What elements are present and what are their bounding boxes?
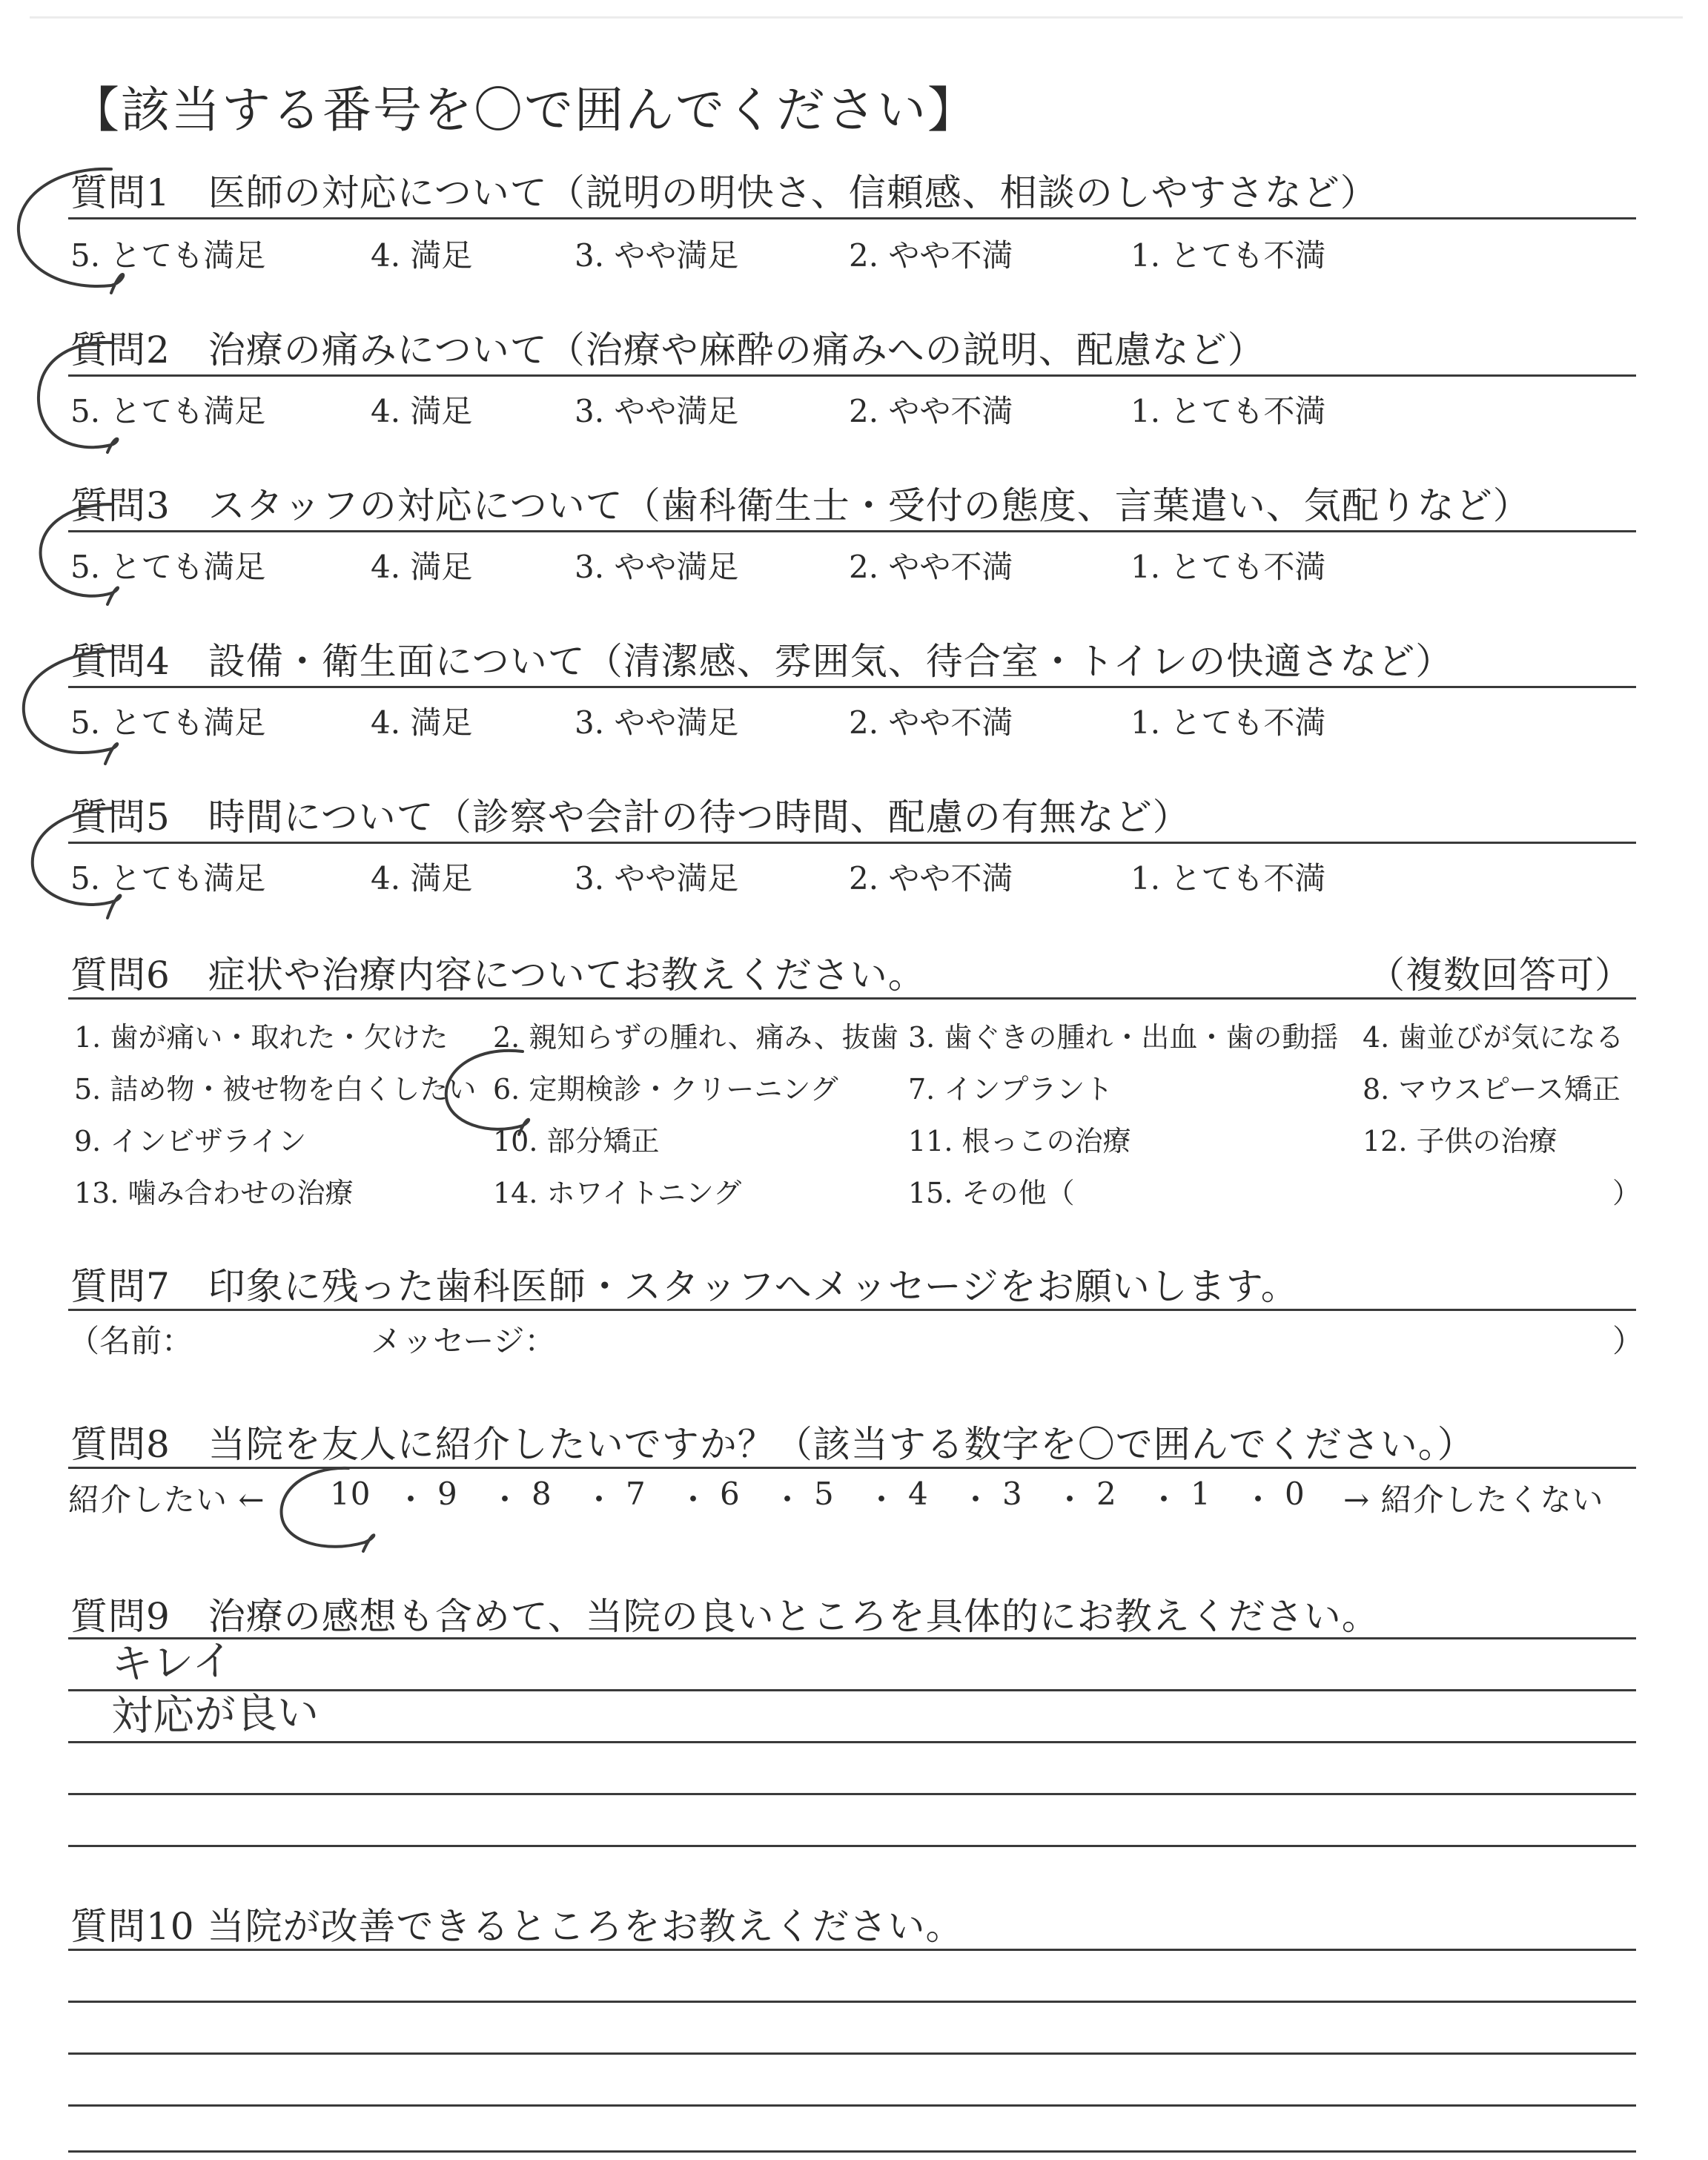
q3-option-5[interactable]: 5. とても満足 bbox=[70, 549, 266, 585]
q3-option-4[interactable]: 4. 満足 bbox=[371, 549, 473, 585]
q8-rule bbox=[68, 1467, 1636, 1469]
q8-right-label: → 紹介したくない bbox=[1343, 1482, 1604, 1518]
q8-separator: ・ bbox=[395, 1482, 428, 1518]
q2-option-5[interactable]: 5. とても満足 bbox=[70, 393, 266, 429]
q5-rule bbox=[68, 842, 1636, 844]
q8-scale-7[interactable]: 7 bbox=[626, 1476, 646, 1512]
q10-answer-line bbox=[68, 2150, 1636, 2153]
q4-option-3[interactable]: 3. やや満足 bbox=[575, 704, 739, 741]
q8-separator: ・ bbox=[489, 1482, 522, 1518]
q10-title: 質問10 当院が改善できるところをお教えください。 bbox=[70, 1905, 964, 1948]
q2-option-4[interactable]: 4. 満足 bbox=[371, 393, 473, 429]
q6-item-10[interactable]: 10. 部分矯正 bbox=[493, 1125, 660, 1157]
q7-title: 質問7 印象に残った歯科医師・スタッフへメッセージをお願いします。 bbox=[70, 1265, 1299, 1308]
q6-item-3[interactable]: 3. 歯ぐきの腫れ・出血・歯の動揺 bbox=[908, 1021, 1339, 1054]
q8-separator: ・ bbox=[1054, 1482, 1087, 1518]
q2-title: 質問2 治療の痛みについて（治療や麻酔の痛みへの説明、配慮など） bbox=[70, 328, 1265, 371]
q1-rule bbox=[68, 217, 1636, 219]
q9-handwritten-answer-2: 対応が良い bbox=[110, 1688, 320, 1741]
q9-answer-line bbox=[68, 1845, 1636, 1847]
q9-title: 質問9 治療の感想も含めて、当院の良いところを具体的にお教えください。 bbox=[70, 1595, 1380, 1638]
q7-close-paren: ） bbox=[1612, 1323, 1644, 1359]
q8-separator: ・ bbox=[960, 1482, 993, 1518]
page-top-edge bbox=[30, 16, 1683, 19]
q8-separator: ・ bbox=[1148, 1482, 1181, 1518]
q2-option-2[interactable]: 2. やや不満 bbox=[849, 393, 1013, 429]
q6-item-11[interactable]: 11. 根っこの治療 bbox=[908, 1125, 1131, 1157]
q5-option-5[interactable]: 5. とても満足 bbox=[70, 860, 266, 896]
q6-other-close-paren: ） bbox=[1612, 1177, 1641, 1209]
q6-item-4[interactable]: 4. 歯並びが気になる bbox=[1363, 1021, 1624, 1054]
q6-item-8[interactable]: 8. マウスピース矯正 bbox=[1363, 1073, 1621, 1106]
q1-option-4[interactable]: 4. 満足 bbox=[371, 237, 473, 274]
q9-answer-line bbox=[68, 1793, 1636, 1795]
q4-option-5[interactable]: 5. とても満足 bbox=[70, 704, 266, 741]
q10-answer-line bbox=[68, 2001, 1636, 2003]
q10-rule bbox=[68, 1949, 1636, 1951]
q8-separator: ・ bbox=[583, 1482, 616, 1518]
q4-option-4[interactable]: 4. 満足 bbox=[371, 704, 473, 741]
q9-answer-line bbox=[68, 1741, 1636, 1743]
q6-item-14[interactable]: 14. ホワイトニング bbox=[493, 1177, 742, 1209]
q1-option-5[interactable]: 5. とても満足 bbox=[70, 237, 266, 274]
q8-scale-9[interactable]: 9 bbox=[437, 1476, 458, 1512]
q8-separator: ・ bbox=[866, 1482, 898, 1518]
q6-multiple-answer-note: （複数回答可） bbox=[1368, 954, 1632, 997]
q6-item-6[interactable]: 6. 定期検診・クリーニング bbox=[493, 1073, 838, 1106]
q5-option-3[interactable]: 3. やや満足 bbox=[575, 860, 739, 896]
q6-rule bbox=[68, 997, 1636, 1000]
q8-left-label: 紹介したい ← bbox=[68, 1482, 265, 1518]
q1-title: 質問1 医師の対応について（説明の明快さ、信頼感、相談のしやすさなど） bbox=[70, 171, 1378, 214]
q3-option-1[interactable]: 1. とても不満 bbox=[1131, 549, 1326, 585]
q6-item-2[interactable]: 2. 親知らずの腫れ、痛み、抜歯 bbox=[493, 1021, 898, 1054]
q5-option-1[interactable]: 1. とても不満 bbox=[1131, 860, 1326, 896]
q8-separator: ・ bbox=[1242, 1482, 1275, 1518]
q4-option-1[interactable]: 1. とても不満 bbox=[1131, 704, 1326, 741]
q8-scale-0[interactable]: 0 bbox=[1285, 1476, 1305, 1512]
q1-option-1[interactable]: 1. とても不満 bbox=[1131, 237, 1326, 274]
q6-item-13[interactable]: 13. 噛み合わせの治療 bbox=[74, 1177, 354, 1209]
q5-option-2[interactable]: 2. やや不満 bbox=[849, 860, 1013, 896]
q8-separator: ・ bbox=[678, 1482, 710, 1518]
q7-rule bbox=[68, 1309, 1636, 1311]
q1-option-2[interactable]: 2. やや不満 bbox=[849, 237, 1013, 274]
q9-rule bbox=[68, 1637, 1636, 1639]
q10-answer-line bbox=[68, 2052, 1636, 2055]
q2-rule bbox=[68, 374, 1636, 377]
q3-title: 質問3 スタッフの対応について（歯科衛生士・受付の態度、言葉遣い、気配りなど） bbox=[70, 484, 1531, 527]
q6-item-12[interactable]: 12. 子供の治療 bbox=[1363, 1125, 1558, 1157]
q8-scale-8[interactable]: 8 bbox=[532, 1476, 552, 1512]
q5-option-4[interactable]: 4. 満足 bbox=[371, 860, 473, 896]
q7-name-label: （名前： bbox=[68, 1323, 193, 1359]
q4-title: 質問4 設備・衛生面について（清潔感、雰囲気、待合室・トイレの快適さなど） bbox=[70, 640, 1454, 683]
q5-title: 質問5 時間について（診察や会計の待つ時間、配慮の有無など） bbox=[70, 796, 1191, 839]
q10-answer-line bbox=[68, 2104, 1636, 2107]
q2-option-3[interactable]: 3. やや満足 bbox=[575, 393, 739, 429]
q6-item-9[interactable]: 9. インビザライン bbox=[74, 1125, 307, 1157]
q8-scale-10[interactable]: 10 bbox=[330, 1476, 371, 1512]
q9-handwritten-answer-1: キレイ bbox=[110, 1636, 234, 1689]
q6-item-5[interactable]: 5. 詰め物・被せ物を白くしたい bbox=[74, 1073, 477, 1106]
q8-scale-3[interactable]: 3 bbox=[1002, 1476, 1023, 1512]
q3-option-3[interactable]: 3. やや満足 bbox=[575, 549, 739, 585]
q6-title: 質問6 症状や治療内容についてお教えください。 bbox=[70, 954, 926, 997]
q8-scale-6[interactable]: 6 bbox=[720, 1476, 741, 1512]
q6-item-7[interactable]: 7. インプラント bbox=[908, 1073, 1113, 1106]
q1-option-3[interactable]: 3. やや満足 bbox=[575, 237, 739, 274]
q6-item-15[interactable]: 15. その他（ bbox=[908, 1177, 1075, 1209]
q8-scale-4[interactable]: 4 bbox=[908, 1476, 929, 1512]
q6-item-1[interactable]: 1. 歯が痛い・取れた・欠けた bbox=[74, 1021, 448, 1054]
q3-rule bbox=[68, 530, 1636, 532]
q8-scale-2[interactable]: 2 bbox=[1096, 1476, 1117, 1512]
q8-separator: ・ bbox=[772, 1482, 804, 1518]
page-title: 【該当する番号を〇で囲んでください】 bbox=[70, 82, 978, 139]
q8-title: 質問8 当院を友人に紹介したいですか？（該当する数字を〇で囲んでください。） bbox=[70, 1423, 1475, 1466]
q4-rule bbox=[68, 686, 1636, 688]
q4-option-2[interactable]: 2. やや不満 bbox=[849, 704, 1013, 741]
q8-scale-1[interactable]: 1 bbox=[1191, 1476, 1211, 1512]
q7-message-label: メッセージ： bbox=[371, 1323, 556, 1359]
q3-option-2[interactable]: 2. やや不満 bbox=[849, 549, 1013, 585]
q2-option-1[interactable]: 1. とても不満 bbox=[1131, 393, 1326, 429]
q8-scale-5[interactable]: 5 bbox=[814, 1476, 835, 1512]
